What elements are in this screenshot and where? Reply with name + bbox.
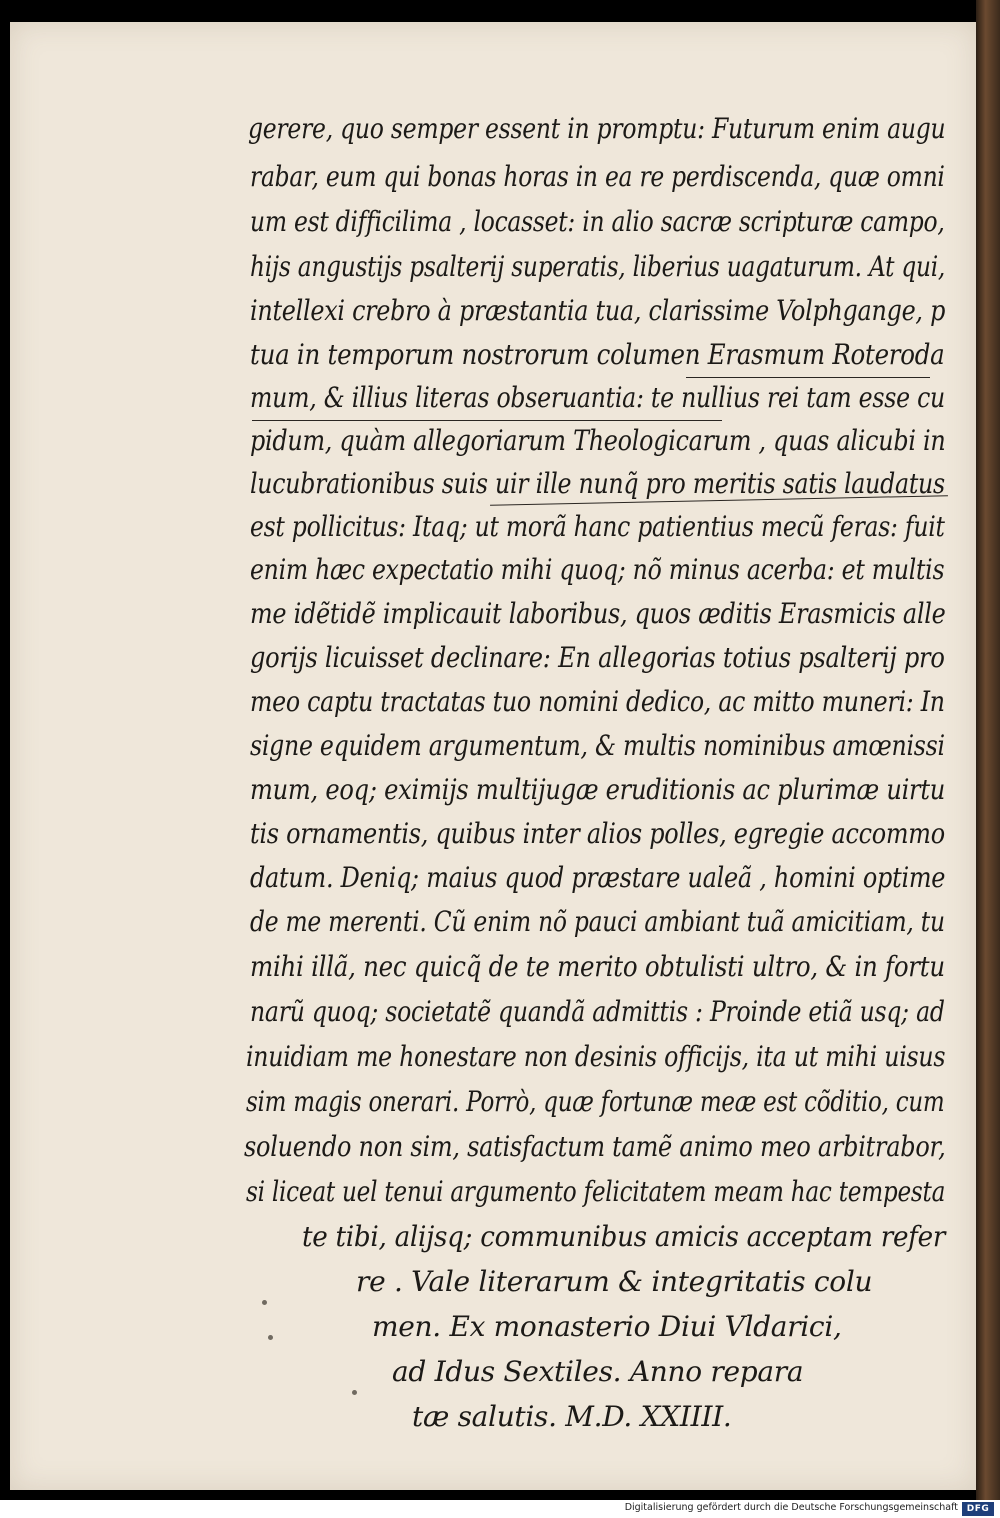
footer-bar — [0, 1500, 1000, 1518]
text-line: soluendo non sim, satisfactum tamẽ animo meo arbitrabor, — [244, 1130, 946, 1163]
text-line: te tibi, alijsq; communibus amicis acceptam refer — [302, 1220, 946, 1253]
ink-speck — [268, 1335, 273, 1340]
text-line: me idẽtidẽ implicauit laboribus, quos æditis Erasmicis alle — [250, 597, 946, 630]
handwritten-underline — [686, 377, 930, 378]
text-line: tua in temporum nostrorum columen Erasmum Roteroda — [250, 338, 945, 371]
text-line: sim magis onerari. Porrò, quæ fortunæ meæ est cõditio, cum — [246, 1085, 945, 1118]
dfg-logo: DFG — [962, 1502, 994, 1516]
text-line: de me merenti. Cũ enim nõ pauci ambiant tuã amicitiam, tu — [250, 905, 945, 938]
text-line: gerere, quo semper essent in promptu: Futurum enim augu — [248, 112, 946, 145]
text-line: re . Vale literarum & integritatis colu — [356, 1265, 873, 1298]
text-line: est pollicitus: Itaq; ut morã hanc patientius mecũ feras: fuit — [250, 510, 945, 543]
text-line: um est difficilima , locasset: in alio sacræ scripturæ campo, — [250, 205, 945, 238]
text-line: pidum, quàm allegoriarum Theologicarum , quas alicubi in — [250, 424, 946, 457]
text-line: rabar, eum qui bonas horas in ea re perdiscenda, quæ omni — [250, 160, 945, 193]
text-line: enim hæc expectatio mihi quoq; nõ minus acerba: et multis — [250, 553, 945, 586]
text-line: datum. Deniq; maius quod præstare ualeã , homini optime — [250, 861, 946, 894]
text-line: lucubrationibus suis uir ille nunq̃ pro meritis satis laudatus — [250, 467, 945, 500]
text-line: narũ quoq; societatẽ quandã admittis : Proinde etiã usq; ad — [250, 995, 945, 1028]
text-line: meo captu tractatas tuo nomini dedico, ac mitto muneri: In — [250, 685, 945, 718]
text-line: inuidiam me honestare non desinis officijs, ita ut mihi uisus — [246, 1040, 946, 1073]
text-line: mum, eoq; eximijs multijugæ eruditionis ac plurimæ uirtu — [250, 773, 946, 806]
footer-credit: Digitalisierung gefördert durch die Deutsche Forschungsgemeinschaft — [624, 1502, 958, 1513]
text-line: si liceat uel tenui argumento felicitatem meam hac tempesta — [246, 1175, 946, 1208]
text-line: intellexi crebro à præstantia tua, clarissime Volphgange, p — [250, 294, 946, 327]
text-line: hijs angustijs psalterij superatis, liberius uagaturum. At qui, — [250, 250, 946, 283]
text-line: signe equidem argumentum, & multis nominibus amœnissi — [250, 729, 945, 762]
text-line: gorijs licuisset declinare: En allegorias totius psalterij pro — [250, 641, 945, 674]
text-line: men. Ex monasterio Diui Vldarici, — [372, 1310, 842, 1343]
ink-speck — [352, 1390, 357, 1395]
text-line: ad Idus Sextiles. Anno repara — [392, 1355, 804, 1388]
text-line: tæ salutis. M.D. XXIIII. — [412, 1400, 732, 1433]
ink-speck — [262, 1300, 267, 1305]
text-line: tis ornamentis, quibus inter alios polles, egregie accommo — [250, 817, 945, 850]
text-line: mihi illã, nec quicq̃ de te merito obtulisti ultro, & in fortu — [250, 950, 945, 983]
handwritten-underline — [252, 420, 722, 421]
text-line: mum, & illius literas obseruantia: te nullius rei tam esse cu — [250, 381, 945, 414]
